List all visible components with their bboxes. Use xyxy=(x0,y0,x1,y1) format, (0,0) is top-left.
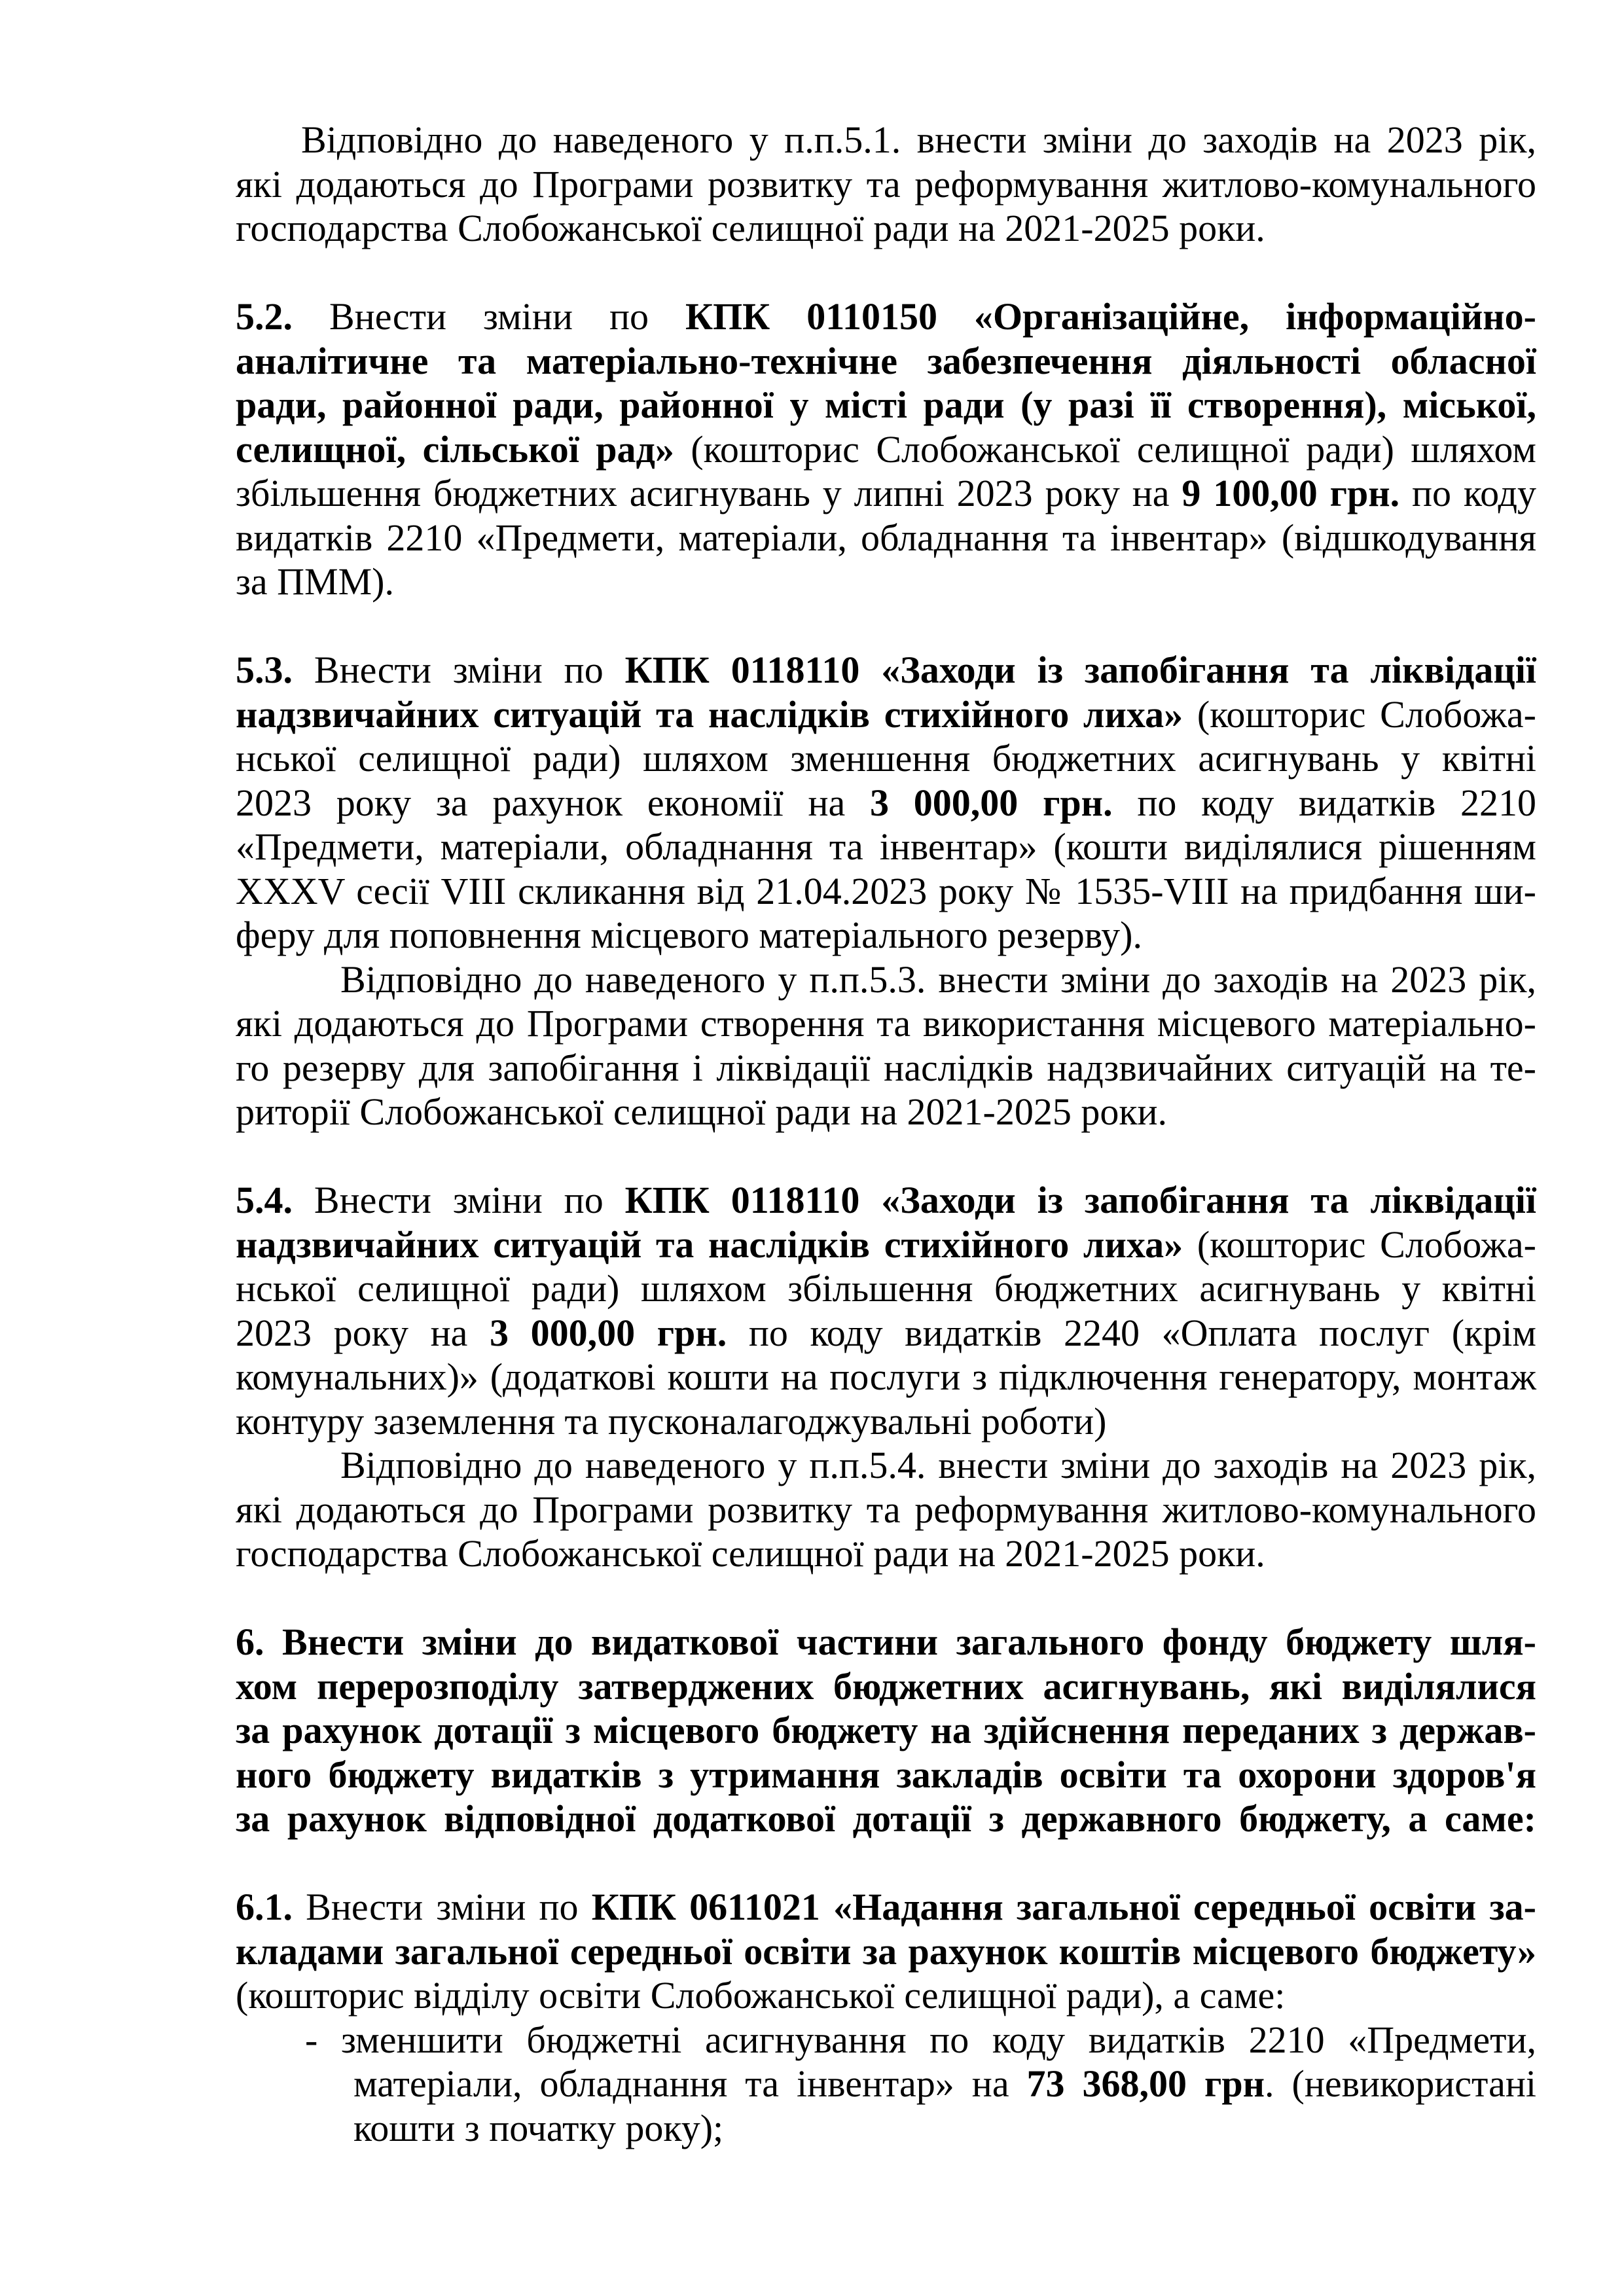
text-line xyxy=(236,1664,1536,1709)
text-line xyxy=(236,736,1536,781)
bold-text: 5.4. xyxy=(236,1179,293,1221)
bold-text: 6. Внести зміни до видаткової частини загального фонду бюджету шля- xyxy=(236,1621,1536,1663)
text: господарства Слобожанської селищної ради на 2021-2025 роки. xyxy=(236,1532,1265,1575)
text-line xyxy=(236,1266,1536,1311)
text-line xyxy=(236,1001,1536,1046)
bold-text: ного бюджету видатків з утримання закладів освіти та охорони здоров'я xyxy=(236,1753,1536,1796)
text-line xyxy=(236,295,1536,339)
text-line xyxy=(236,1443,1536,1488)
text: господарства Слобожанської селищної ради на 2021-2025 роки. xyxy=(236,207,1265,249)
text: Відповідно до наведеного у п.п.5.3. внести зміни до заходів на 2023 рік, xyxy=(340,958,1536,1001)
bold-text: КПК 0118110 «Заходи із запобігання та ліквідації xyxy=(624,649,1536,691)
bold-text: 5.3. xyxy=(236,649,293,691)
text: нської селищної ради) шляхом збільшення бюджетних асигнувань у квітні xyxy=(236,1267,1536,1310)
bold-text: надзвичайних ситуацій та наслідків стихійного лиха» xyxy=(236,1223,1183,1266)
document-page xyxy=(236,118,1536,2150)
text-line xyxy=(236,1046,1536,1090)
text: - зменшити бюджетні асигнування по коду видатків 2210 «Предмети, xyxy=(305,2018,1536,2061)
text: Відповідно до наведеного у п.п.5.1. внести зміни до заходів на 2023 рік, xyxy=(301,118,1536,161)
text: риторії Слобожанської селищної ради на 2021-2025 роки. xyxy=(236,1090,1168,1133)
blank-line xyxy=(236,1841,1536,1886)
text: 2023 року за рахунок економії на xyxy=(236,781,871,824)
text: видатків 2210 «Предмети, матеріали, обладнання та інвентар» (відшкодування xyxy=(236,516,1536,559)
text: по коду видатків 2210 xyxy=(1112,781,1536,824)
bold-text: КПК 0118110 «Заходи із запобігання та ліквідації xyxy=(624,1179,1536,1221)
bold-text: кладами загальної середньої освіти за рахунок коштів місцевого бюджету» xyxy=(236,1929,1536,1973)
text-line xyxy=(236,1929,1536,1974)
text-line xyxy=(236,1620,1536,1664)
text: кошти з початку року); xyxy=(353,2106,724,2149)
text: (кошторис Слобожа- xyxy=(1183,692,1536,736)
text-line xyxy=(236,1488,1536,1532)
text: (кошторис Слобожа- xyxy=(1183,1223,1536,1266)
text-line xyxy=(236,2106,1536,2151)
blank-line xyxy=(236,1576,1536,1621)
bold-text: надзвичайних ситуацій та наслідків стихійного лиха» xyxy=(236,692,1183,736)
bold-text: селищної, сільської рад» xyxy=(236,427,674,471)
text-line xyxy=(236,427,1536,472)
text: Внести зміни по xyxy=(293,1179,625,1221)
blank-line xyxy=(236,1134,1536,1179)
text-line xyxy=(236,383,1536,427)
text-line xyxy=(236,958,1536,1002)
text-line xyxy=(236,692,1536,737)
blank-line xyxy=(236,251,1536,295)
text: XXXV сесії VIII скликання від 21.04.2023 року № 1535-VIII на придбання ши- xyxy=(236,869,1536,912)
text-line xyxy=(236,1090,1536,1134)
text: Внести зміни по xyxy=(293,295,686,338)
text-line xyxy=(236,2018,1536,2062)
text-line xyxy=(236,913,1536,958)
text: феру для поповнення місцевого матеріального резерву). xyxy=(236,914,1142,956)
text-line xyxy=(236,1355,1536,1399)
bold-text: 5.2. xyxy=(236,295,293,338)
text-line xyxy=(236,1399,1536,1444)
text: «Предмети, матеріали, обладнання та інвентар» (кошти виділялися рішенням xyxy=(236,825,1536,868)
text-line xyxy=(236,118,1536,162)
text-line xyxy=(236,1708,1536,1753)
text: Внести зміни по xyxy=(293,1886,592,1928)
bold-text: КПК 0110150 «Організаційне, інформаційно- xyxy=(685,295,1536,338)
text: Відповідно до наведеного у п.п.5.4. внести зміни до заходів на 2023 рік, xyxy=(340,1444,1536,1486)
text-line xyxy=(236,648,1536,692)
text-line xyxy=(236,1178,1536,1223)
text: які додаються до Програми розвитку та реформування житлово-комунального xyxy=(236,162,1536,206)
text: контуру заземлення та пусконалагоджувальні роботи) xyxy=(236,1399,1107,1443)
bold-text: за рахунок дотації з місцевого бюджету на здійснення переданих з держав- xyxy=(236,1709,1536,1751)
blank-line xyxy=(236,604,1536,649)
bold-text: аналітичне та матеріально-технічне забезпечення діяльності обласної xyxy=(236,339,1536,382)
text: (кошторис Слобожанської селищної ради) шляхом xyxy=(674,427,1536,471)
text-line xyxy=(236,1532,1536,1576)
bold-text: за рахунок відповідної додаткової дотації з державного бюджету, а саме: xyxy=(236,1797,1536,1840)
text-line xyxy=(236,1885,1536,1929)
text-line xyxy=(236,825,1536,869)
bold-text: хом перерозподілу затверджених бюджетних асигнувань, які виділялися xyxy=(236,1664,1536,1708)
bold-text: 9 100,00 грн. xyxy=(1182,472,1400,514)
text-line xyxy=(236,516,1536,560)
text: збільшення бюджетних асигнувань у липні 2023 року на xyxy=(236,472,1182,514)
text-line xyxy=(236,1797,1536,1841)
text-line xyxy=(236,206,1536,251)
bold-text: ради, районної ради, районної у місті ради (у разі її створення), міської, xyxy=(236,384,1536,426)
text-line xyxy=(236,2062,1536,2106)
text: по коду видатків 2240 «Оплата послуг (крім xyxy=(727,1311,1537,1354)
text: . (невикористані xyxy=(1265,2062,1536,2105)
text: які додаються до Програми розвитку та реформування житлово-комунального xyxy=(236,1488,1536,1531)
bold-text: 3 000,00 грн. xyxy=(870,781,1113,824)
text-line xyxy=(236,1973,1536,2018)
bold-text: 6.1. xyxy=(236,1886,293,1928)
bold-text: 3 000,00 грн. xyxy=(489,1311,727,1354)
text: нської селищної ради) шляхом зменшення бюджетних асигнувань у квітні xyxy=(236,737,1536,780)
text-line xyxy=(236,1223,1536,1267)
text-line xyxy=(236,1753,1536,1797)
text: 2023 року на xyxy=(236,1311,490,1354)
text: за ПММ). xyxy=(236,560,394,603)
text: Внести зміни по xyxy=(293,649,625,691)
text-line xyxy=(236,162,1536,207)
text-line xyxy=(236,560,1536,604)
text-line xyxy=(236,339,1536,384)
text: комунальних)» (додаткові кошти на послуги з підключення генератору, монтаж xyxy=(236,1355,1536,1398)
text: го резерву для запобігання і ліквідації наслідків надзвичайних ситуацій на те- xyxy=(236,1046,1536,1089)
text-line xyxy=(236,781,1536,825)
text: по коду xyxy=(1399,472,1536,514)
text: матеріали, обладнання та інвентар» на xyxy=(353,2062,1027,2105)
text-line xyxy=(236,1311,1536,1355)
bold-text: 73 368,00 грн xyxy=(1026,2062,1265,2105)
text-line xyxy=(236,471,1536,516)
bold-text: КПК 0611021 «Надання загальної середньої освіти за- xyxy=(591,1886,1536,1928)
text: (кошторис відділу освіти Слобожанської селищної ради), а саме: xyxy=(236,1974,1286,2017)
text-line xyxy=(236,869,1536,914)
text: які додаються до Програми створення та використання місцевого матеріально- xyxy=(236,1002,1536,1045)
